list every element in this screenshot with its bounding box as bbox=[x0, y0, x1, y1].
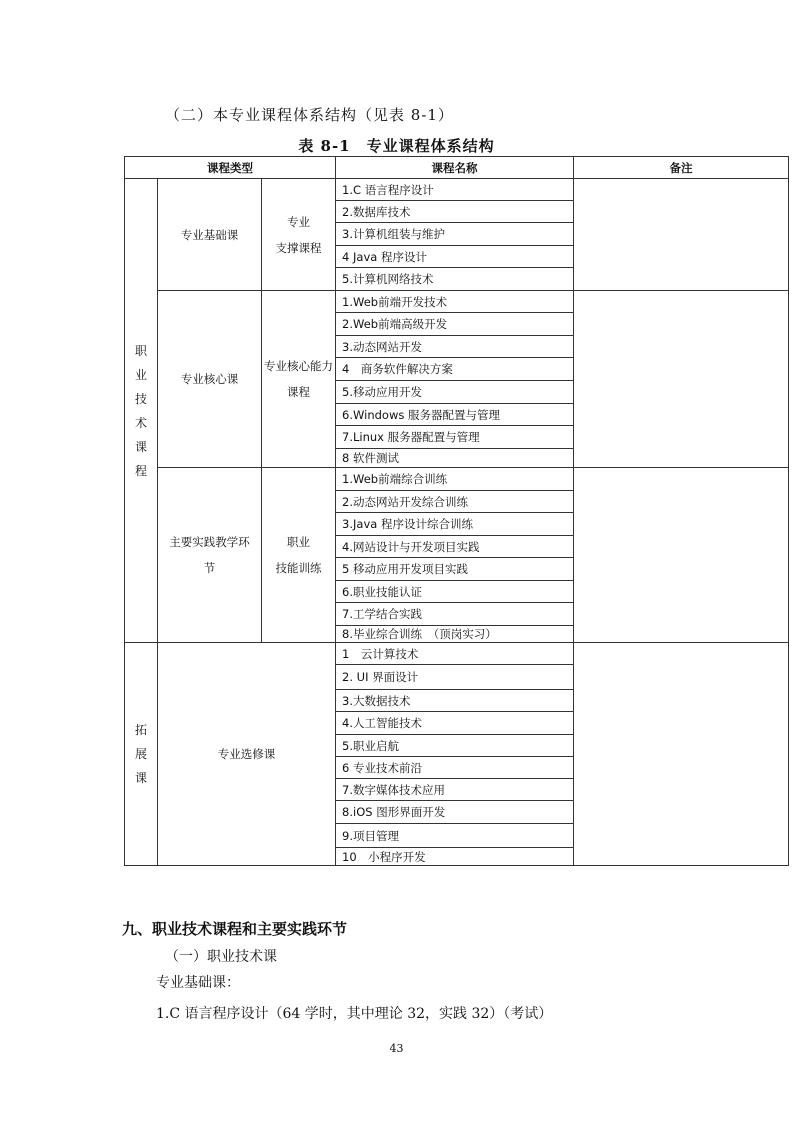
course-name-cell: 2.数据库技术 bbox=[336, 201, 574, 223]
course-name-cell: 7.Linux 服务器配置与管理 bbox=[336, 426, 574, 449]
course-structure-table bbox=[124, 156, 789, 866]
category-cell bbox=[158, 468, 262, 643]
header-remark: 备注 bbox=[574, 157, 789, 179]
course-name-cell: 4 Java 程序设计 bbox=[336, 246, 574, 268]
subcategory-cell-line: 专业 bbox=[287, 214, 311, 229]
body-text: 1.C 语言程序设计（64 学时，其中理论 32，实践 32）（考试） bbox=[156, 1006, 553, 1022]
subcategory-cell-line: 专业核心能力 bbox=[264, 359, 334, 373]
course-name-cell: 9.项目管理 bbox=[336, 824, 574, 848]
remark-cell bbox=[574, 291, 789, 468]
page-number: 43 bbox=[389, 1042, 404, 1055]
course-name-cell: 3.Java 程序设计综合训练 bbox=[336, 513, 574, 536]
subcategory-cell-line: 技能训练 bbox=[275, 561, 322, 575]
outer-category-char: 职 bbox=[134, 343, 147, 358]
course-name-cell: 8.iOS 图形界面开发 bbox=[336, 801, 574, 824]
course-name-cell: 3.动态网站开发 bbox=[336, 336, 574, 358]
remark-cell bbox=[574, 468, 789, 643]
table-caption: 表 8-1 专业课程体系结构 bbox=[298, 137, 495, 155]
course-name-cell: 1.C 语言程序设计 bbox=[336, 179, 574, 201]
course-name-cell: 6.Windows 服务器配置与管理 bbox=[336, 404, 574, 426]
section-heading: （二）本专业课程体系结构（见表 8-1） bbox=[165, 106, 454, 124]
course-name-cell: 4.网站设计与开发项目实践 bbox=[336, 536, 574, 558]
outer-category-cell bbox=[125, 179, 158, 643]
course-name-cell: 6.职业技能认证 bbox=[336, 581, 574, 603]
category-cell: 专业选修课 bbox=[158, 643, 336, 866]
category-cell: 专业核心课 bbox=[158, 291, 262, 468]
body-text: 专业基础课： bbox=[156, 975, 240, 991]
remark-cell bbox=[574, 179, 789, 291]
subsection-heading: （一）职业技术课 bbox=[165, 949, 277, 965]
category-cell-line: 主要实践教学环 bbox=[169, 535, 250, 549]
subcategory-cell-line: 课程 bbox=[287, 385, 311, 399]
outer-category-char: 展 bbox=[134, 747, 147, 761]
outer-category-char: 术 bbox=[134, 415, 147, 430]
course-name-cell: 1 云计算技术 bbox=[336, 643, 574, 665]
remark-cell bbox=[574, 643, 789, 866]
category-cell: 专业基础课 bbox=[158, 179, 262, 291]
course-name-cell: 1.Web前端开发技术 bbox=[336, 291, 574, 313]
category-cell-line: 节 bbox=[203, 561, 216, 575]
course-name-cell: 6 专业技术前沿 bbox=[336, 757, 574, 779]
course-name-cell: 7.数字媒体技术应用 bbox=[336, 779, 574, 801]
course-name-cell: 8.毕业综合训练 （顶岗实习） bbox=[336, 626, 574, 643]
outer-category-char: 拓 bbox=[134, 723, 147, 737]
subcategory-cell bbox=[262, 179, 336, 291]
course-name-cell: 2.动态网站开发综合训练 bbox=[336, 491, 574, 513]
subcategory-cell-line: 支撑课程 bbox=[275, 240, 322, 255]
course-name-cell: 5.计算机网络技术 bbox=[336, 268, 574, 291]
subcategory-cell bbox=[262, 468, 336, 643]
course-name-cell: 4 商务软件解决方案 bbox=[336, 358, 574, 381]
course-name-cell: 5 移动应用开发项目实践 bbox=[336, 558, 574, 581]
course-name-cell: 7.工学结合实践 bbox=[336, 603, 574, 626]
subcategory-cell-line: 职业 bbox=[287, 535, 311, 549]
course-name-cell: 5.职业启航 bbox=[336, 735, 574, 757]
course-name-cell: 2. UI 界面设计 bbox=[336, 665, 574, 690]
outer-category-char: 技 bbox=[134, 391, 147, 406]
course-name-cell: 3.大数据技术 bbox=[336, 690, 574, 712]
course-name-cell: 5.移动应用开发 bbox=[336, 381, 574, 404]
header-course-type: 课程类型 bbox=[125, 157, 336, 179]
course-name-cell: 3.计算机组装与维护 bbox=[336, 223, 574, 246]
outer-category-char: 课 bbox=[134, 439, 147, 454]
subcategory-cell bbox=[262, 291, 336, 468]
outer-category-char: 业 bbox=[134, 367, 147, 382]
chapter-heading: 九、职业技术课程和主要实践环节 bbox=[122, 920, 348, 938]
course-name-cell: 2.Web前端高级开发 bbox=[336, 313, 574, 336]
outer-category-char: 程 bbox=[134, 463, 147, 478]
outer-category-char: 课 bbox=[134, 771, 147, 785]
course-name-cell: 4.人工智能技术 bbox=[336, 712, 574, 735]
course-name-cell: 10 小程序开发 bbox=[336, 848, 574, 866]
header-course-name: 课程名称 bbox=[336, 157, 574, 179]
course-name-cell: 8 软件测试 bbox=[336, 449, 574, 468]
outer-category-cell bbox=[125, 643, 158, 866]
course-name-cell: 1.Web前端综合训练 bbox=[336, 468, 574, 491]
